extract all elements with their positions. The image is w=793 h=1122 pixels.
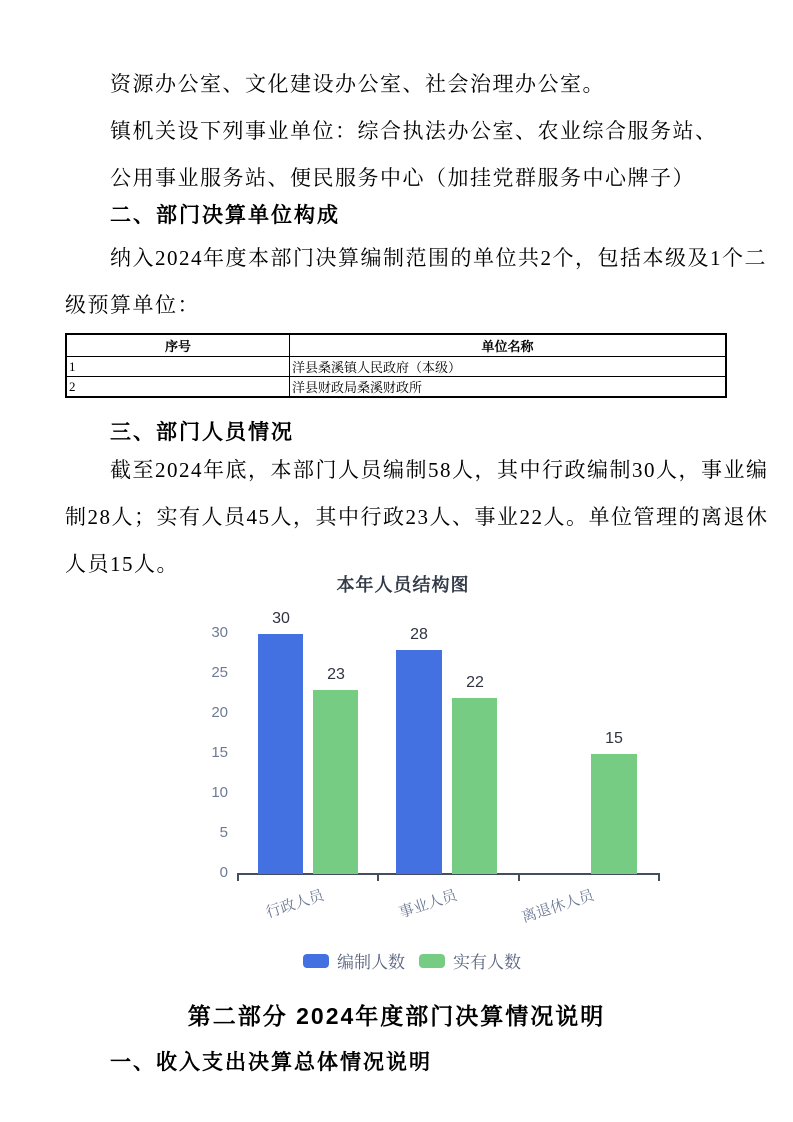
- bar-actual-admin: [313, 690, 358, 874]
- bar-value-label: 23: [327, 666, 345, 683]
- bar-actual-retired: [591, 754, 637, 874]
- bar-value-label: 22: [466, 674, 484, 691]
- table-row: [66, 357, 726, 377]
- x-axis-category-label: 事业人员: [396, 886, 460, 922]
- table-header-row: [66, 334, 726, 357]
- y-axis-tick-label: 30: [211, 624, 228, 641]
- x-axis-tick: [377, 875, 379, 881]
- table-cell-name: 洋县桑溪镇人民政府（本级）: [290, 357, 727, 377]
- body-text-line: 镇机关设下列事业单位：综合执法办公室、农业综合服务站、: [110, 119, 718, 143]
- legend-label: 编制人数: [337, 953, 405, 972]
- body-text-line: 纳入2024年度本部门决算编制范围的单位共2个，包括本级及1个二: [110, 246, 767, 270]
- x-axis-category-label: 离退休人员: [519, 886, 597, 927]
- body-text-line: 人员15人。: [65, 552, 179, 576]
- bar-authorized-public: [396, 650, 442, 874]
- legend-item-actual: [419, 948, 521, 973]
- bar-value-label: 30: [272, 610, 290, 627]
- unit-table: [65, 333, 727, 398]
- section-heading-unit-composition: 二、部门决算单位构成: [110, 204, 340, 227]
- x-axis-tick: [237, 875, 239, 881]
- legend-swatch-green: [419, 954, 445, 968]
- legend-item-authorized: [303, 948, 405, 973]
- table-row: [66, 377, 726, 398]
- table-header-name: 单位名称: [290, 334, 727, 357]
- x-axis-tick: [518, 875, 520, 881]
- body-text-line: 级预算单位：: [65, 293, 200, 317]
- x-axis-tick: [658, 875, 660, 881]
- chart-legend: [303, 948, 521, 973]
- table-cell-no: 2: [66, 377, 290, 398]
- chart-title: 本年人员结构图: [336, 575, 470, 595]
- table-header-no: 序号: [66, 334, 290, 357]
- table-cell-name: 洋县财政局桑溪财政所: [290, 377, 727, 398]
- legend-label: 实有人数: [453, 953, 521, 972]
- y-axis-tick-label: 0: [219, 864, 228, 881]
- bar-value-label: 15: [605, 730, 623, 747]
- part2-title: 第二部分 2024年度部门决算情况说明: [187, 1003, 606, 1029]
- body-text-line: 公用事业服务站、便民服务中心（加挂党群服务中心牌子）: [110, 166, 695, 190]
- legend-swatch-blue: [303, 954, 329, 968]
- section-heading-revenue-expenditure: 一、收入支出决算总体情况说明: [110, 1051, 432, 1074]
- y-axis-tick-label: 5: [219, 824, 228, 841]
- x-axis-line: [237, 873, 660, 875]
- body-text-line: 截至2024年底，本部门人员编制58人，其中行政编制30人，事业编: [110, 458, 769, 482]
- body-text-line: 资源办公室、文化建设办公室、社会治理办公室。: [110, 72, 605, 96]
- body-text-line: 制28人；实有人员45人，其中行政23人、事业22人。单位管理的离退休: [65, 505, 769, 529]
- x-axis-category-label: 行政人员: [263, 886, 327, 922]
- y-axis-tick-label: 10: [211, 784, 228, 801]
- y-axis-tick-label: 25: [211, 664, 228, 681]
- y-axis-tick-label: 15: [211, 744, 228, 761]
- bar-authorized-admin: [258, 634, 303, 874]
- bar-actual-public: [452, 698, 497, 874]
- bar-value-label: 28: [410, 626, 428, 643]
- table-cell-no: 1: [66, 357, 290, 377]
- y-axis-tick-label: 20: [211, 704, 228, 721]
- section-heading-personnel: 三、部门人员情况: [110, 421, 294, 444]
